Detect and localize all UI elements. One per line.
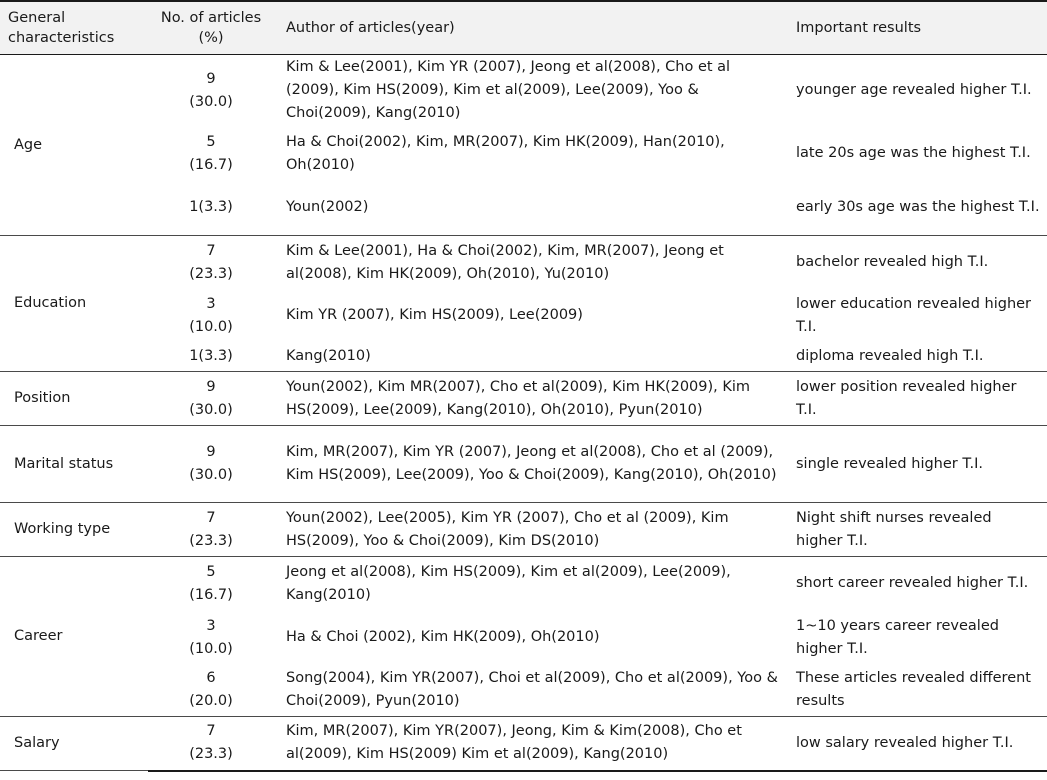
result-cell: bachelor revealed high T.I.	[796, 254, 989, 271]
num-articles-cell: 1(3.3)	[148, 181, 274, 236]
table-row	[0, 55, 1047, 127]
table-row	[0, 426, 1047, 503]
result-cell: Night shift nurses revealed higher T.I.	[788, 503, 1047, 557]
authors-cell: Song(2004), Kim YR(2007), Choi et al(2009), Cho et al(2009), Yoo & Choi(2009), Pyun(2010)	[274, 665, 788, 717]
characteristic-cell: Position	[0, 372, 148, 426]
group-career	[0, 557, 1047, 717]
result-cell: early 30s age was the highest T.I.	[788, 181, 1047, 236]
characteristic-cell: Career	[0, 557, 148, 717]
characteristic-cell: Education	[0, 236, 148, 372]
authors-cell: Ha & Choi(2002), Kim, MR(2007), Kim HK(2009), Han(2010), Oh(2010)	[286, 133, 725, 173]
result-cell: younger age revealed higher T.I.	[796, 82, 1032, 99]
group-salary	[0, 717, 1047, 771]
result-cell: low salary revealed higher T.I.	[788, 717, 1047, 771]
result-cell: These articles revealed different results	[788, 665, 1047, 717]
num-articles-cell: 9 (30.0)	[148, 372, 274, 426]
table-row	[0, 181, 1047, 236]
result-cell: lower education revealed higher T.I.	[796, 295, 1032, 335]
characteristic-cell: Age	[0, 55, 148, 236]
num-articles-cell: 3 (10.0)	[189, 295, 233, 335]
num-articles-cell: 5 (16.7)	[189, 563, 233, 603]
authors-cell: Kim, MR(2007), Kim YR(2007), Jeong, Kim & Kim(2008), Cho et al(2009), Kim HS(2009) Kim et al(2009), Kang(2010)	[274, 717, 788, 771]
authors-cell: Kim & Lee(2001), Ha & Choi(2002), Kim, MR(2007), Jeong et al(2008), Kim HK(2009), Oh(2010), Yu(2010)	[286, 242, 724, 282]
header-results: Important results	[788, 1, 1047, 55]
characteristic-cell: Marital status	[0, 426, 148, 503]
result-cell: late 20s age was the highest T.I.	[796, 145, 1031, 161]
num-articles-cell: 1(3.3)	[148, 342, 274, 372]
result-cell: single revealed higher T.I.	[788, 426, 1047, 503]
table-row	[0, 236, 1047, 290]
authors-cell: Youn(2002), Lee(2005), Kim YR (2007), Cho et al (2009), Kim HS(2009), Yoo & Choi(2009), Kim DS(2010)	[274, 503, 788, 557]
group-education	[0, 236, 1047, 372]
authors-cell: Kim & Lee(2001), Kim YR (2007), Jeong et al(2008), Cho et al (2009), Kim HS(2009), Kim et al(2009), Lee(2009), Yoo & Choi(2009), Kang(2010)	[286, 59, 731, 122]
authors-cell: Kim, MR(2007), Kim YR (2007), Jeong et al(2008), Cho et al (2009), Kim HS(2009), Lee(2009), Yoo & Choi(2009), Kang(2010), Oh(2010)	[274, 426, 788, 503]
result-cell: diploma revealed high T.I.	[788, 342, 1047, 372]
table-row	[0, 372, 1047, 426]
group-age	[0, 55, 1047, 236]
group-position	[0, 372, 1047, 426]
group-working-type	[0, 503, 1047, 557]
result-cell: short career revealed higher T.I.	[796, 575, 1029, 592]
table-row	[0, 503, 1047, 557]
num-articles-cell: 9 (30.0)	[148, 426, 274, 503]
table-row	[0, 342, 1047, 372]
authors-cell: Ha & Choi (2002), Kim HK(2009), Oh(2010)	[286, 629, 600, 645]
num-articles-cell: 7 (23.3)	[189, 242, 233, 282]
num-articles-cell: 5 (16.7)	[189, 133, 233, 173]
result-cell: lower position revealed higher T.I.	[788, 372, 1047, 426]
authors-cell: Youn(2002), Kim MR(2007), Cho et al(2009), Kim HK(2009), Kim HS(2009), Lee(2009), Kang(2010), Oh(2010), Pyun(2010)	[274, 372, 788, 426]
characteristic-cell: Salary	[0, 717, 148, 771]
table-row	[0, 557, 1047, 611]
authors-cell: Youn(2002)	[274, 181, 788, 236]
authors-cell: Jeong et al(2008), Kim HS(2009), Kim et al(2009), Lee(2009), Kang(2010)	[286, 563, 731, 603]
authors-cell: Kim YR (2007), Kim HS(2009), Lee(2009)	[286, 307, 583, 323]
header-row	[0, 1, 1047, 55]
header-authors: Author of articles(year)	[274, 1, 788, 55]
table-row	[0, 290, 1047, 342]
num-articles-cell: 7 (23.3)	[148, 503, 274, 557]
authors-cell: Kang(2010)	[274, 342, 788, 372]
header-num-articles: No. of articles (%)	[148, 1, 274, 55]
num-articles-cell: 7 (23.3)	[148, 717, 274, 771]
table-row	[0, 127, 1047, 181]
header-characteristics: General characteristics	[0, 1, 148, 55]
characteristic-cell: Working type	[0, 503, 148, 557]
num-articles-cell: 9 (30.0)	[189, 70, 233, 110]
group-marital-status	[0, 426, 1047, 503]
table-row	[0, 665, 1047, 717]
table-row	[0, 611, 1047, 665]
num-articles-cell: 6 (20.0)	[148, 665, 274, 717]
result-cell: 1~10 years career revealed higher T.I.	[796, 617, 999, 657]
num-articles-cell: 3 (10.0)	[189, 617, 233, 657]
table-header	[0, 1, 1047, 55]
table-row	[0, 717, 1047, 771]
